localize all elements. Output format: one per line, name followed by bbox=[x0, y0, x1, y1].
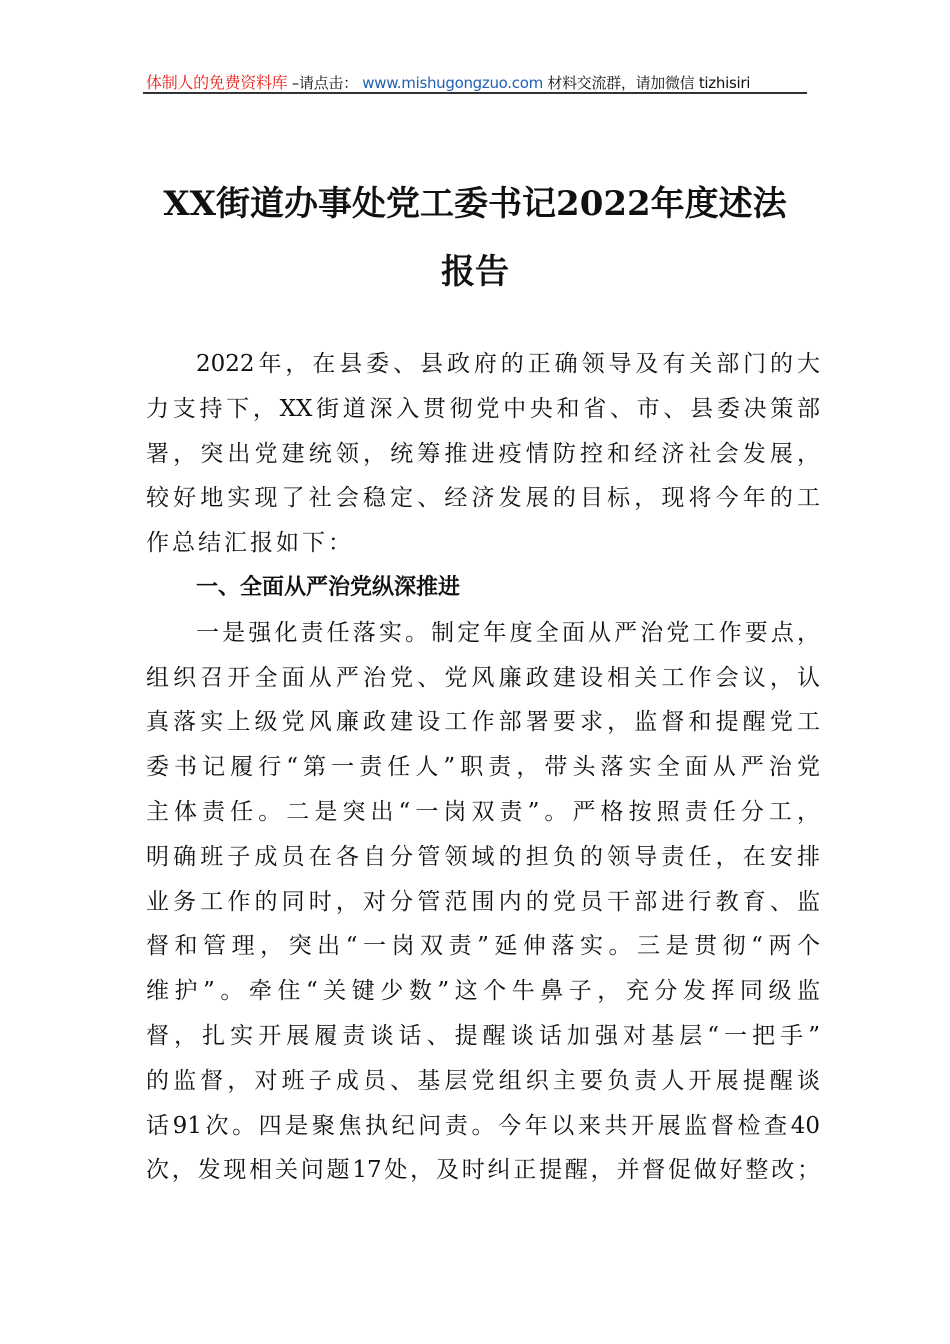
header-prompt: –请点击： bbox=[291, 74, 358, 92]
paragraph-line: 真落实上级党风廉政建设工作部署要求，监督和提醒党工 bbox=[146, 709, 820, 736]
page-header bbox=[146, 70, 806, 93]
paragraph-line: 督，扎实开展履责谈话、提醒谈话加强对基层“一把手” bbox=[146, 1022, 820, 1049]
section-heading: 一、全面从严治党纵深推进 bbox=[196, 574, 461, 600]
paragraph-line: 较好地实现了社会稳定、经济发展的目标，现将今年的工 bbox=[146, 485, 820, 512]
site-link[interactable]: www.mishugongzuo.com bbox=[362, 74, 543, 92]
header-divider bbox=[143, 92, 807, 94]
paragraph-line: 2022年，在县委、县政府的正确领导及有关部门的大 bbox=[196, 351, 820, 377]
site-name: 体制人的免费资料库 bbox=[146, 73, 288, 92]
paragraph-line: 组织召开全面从严治党、党风廉政建设相关工作会议，认 bbox=[146, 664, 820, 691]
document-body bbox=[146, 342, 820, 1193]
paragraph-line: 明确班子成员在各自分管领域的担负的领导责任，在安排 bbox=[146, 843, 820, 870]
paragraph-line: 话91次。四是聚焦执纪问责。今年以来共开展监督检查40 bbox=[146, 1112, 820, 1139]
paragraph-line: 主体责任。二是突出“一岗双责”。严格按照责任分工， bbox=[146, 798, 820, 825]
header-contact: 材料交流群，请加微信 tizhisiri bbox=[547, 74, 751, 92]
paragraph-line: 力支持下，XX街道深入贯彻党中央和省、市、县委决策部 bbox=[146, 395, 820, 422]
paragraph-line: 的监督，对班子成员、基层党组织主要负责人开展提醒谈 bbox=[146, 1067, 820, 1094]
paragraph-line: 一是强化责任落实。制定年度全面从严治党工作要点， bbox=[196, 619, 820, 646]
paragraph-line: 署，突出党建统领，统筹推进疫情防控和经济社会发展， bbox=[146, 440, 820, 467]
document-title-line-2: 报告 bbox=[441, 252, 509, 292]
document-title-line-1: XX街道办事处党工委书记2022年度述法 bbox=[163, 184, 787, 224]
paragraph-line: 作总结汇报如下： bbox=[146, 530, 354, 557]
paragraph-line: 业务工作的同时，对分管范围内的党员干部进行教育、监 bbox=[146, 888, 820, 915]
paragraph-line: 维护”。牵住“关键少数”这个牛鼻子，充分发挥同级监 bbox=[146, 978, 820, 1005]
paragraph-line: 督和管理，突出“一岗双责”延伸落实。三是贯彻“两个 bbox=[146, 933, 820, 960]
paragraph-line: 次，发现相关问题17处，及时纠正提醒，并督促做好整改； bbox=[146, 1157, 820, 1184]
paragraph-line: 委书记履行“第一责任人”职责，带头落实全面从严治党 bbox=[146, 754, 820, 781]
